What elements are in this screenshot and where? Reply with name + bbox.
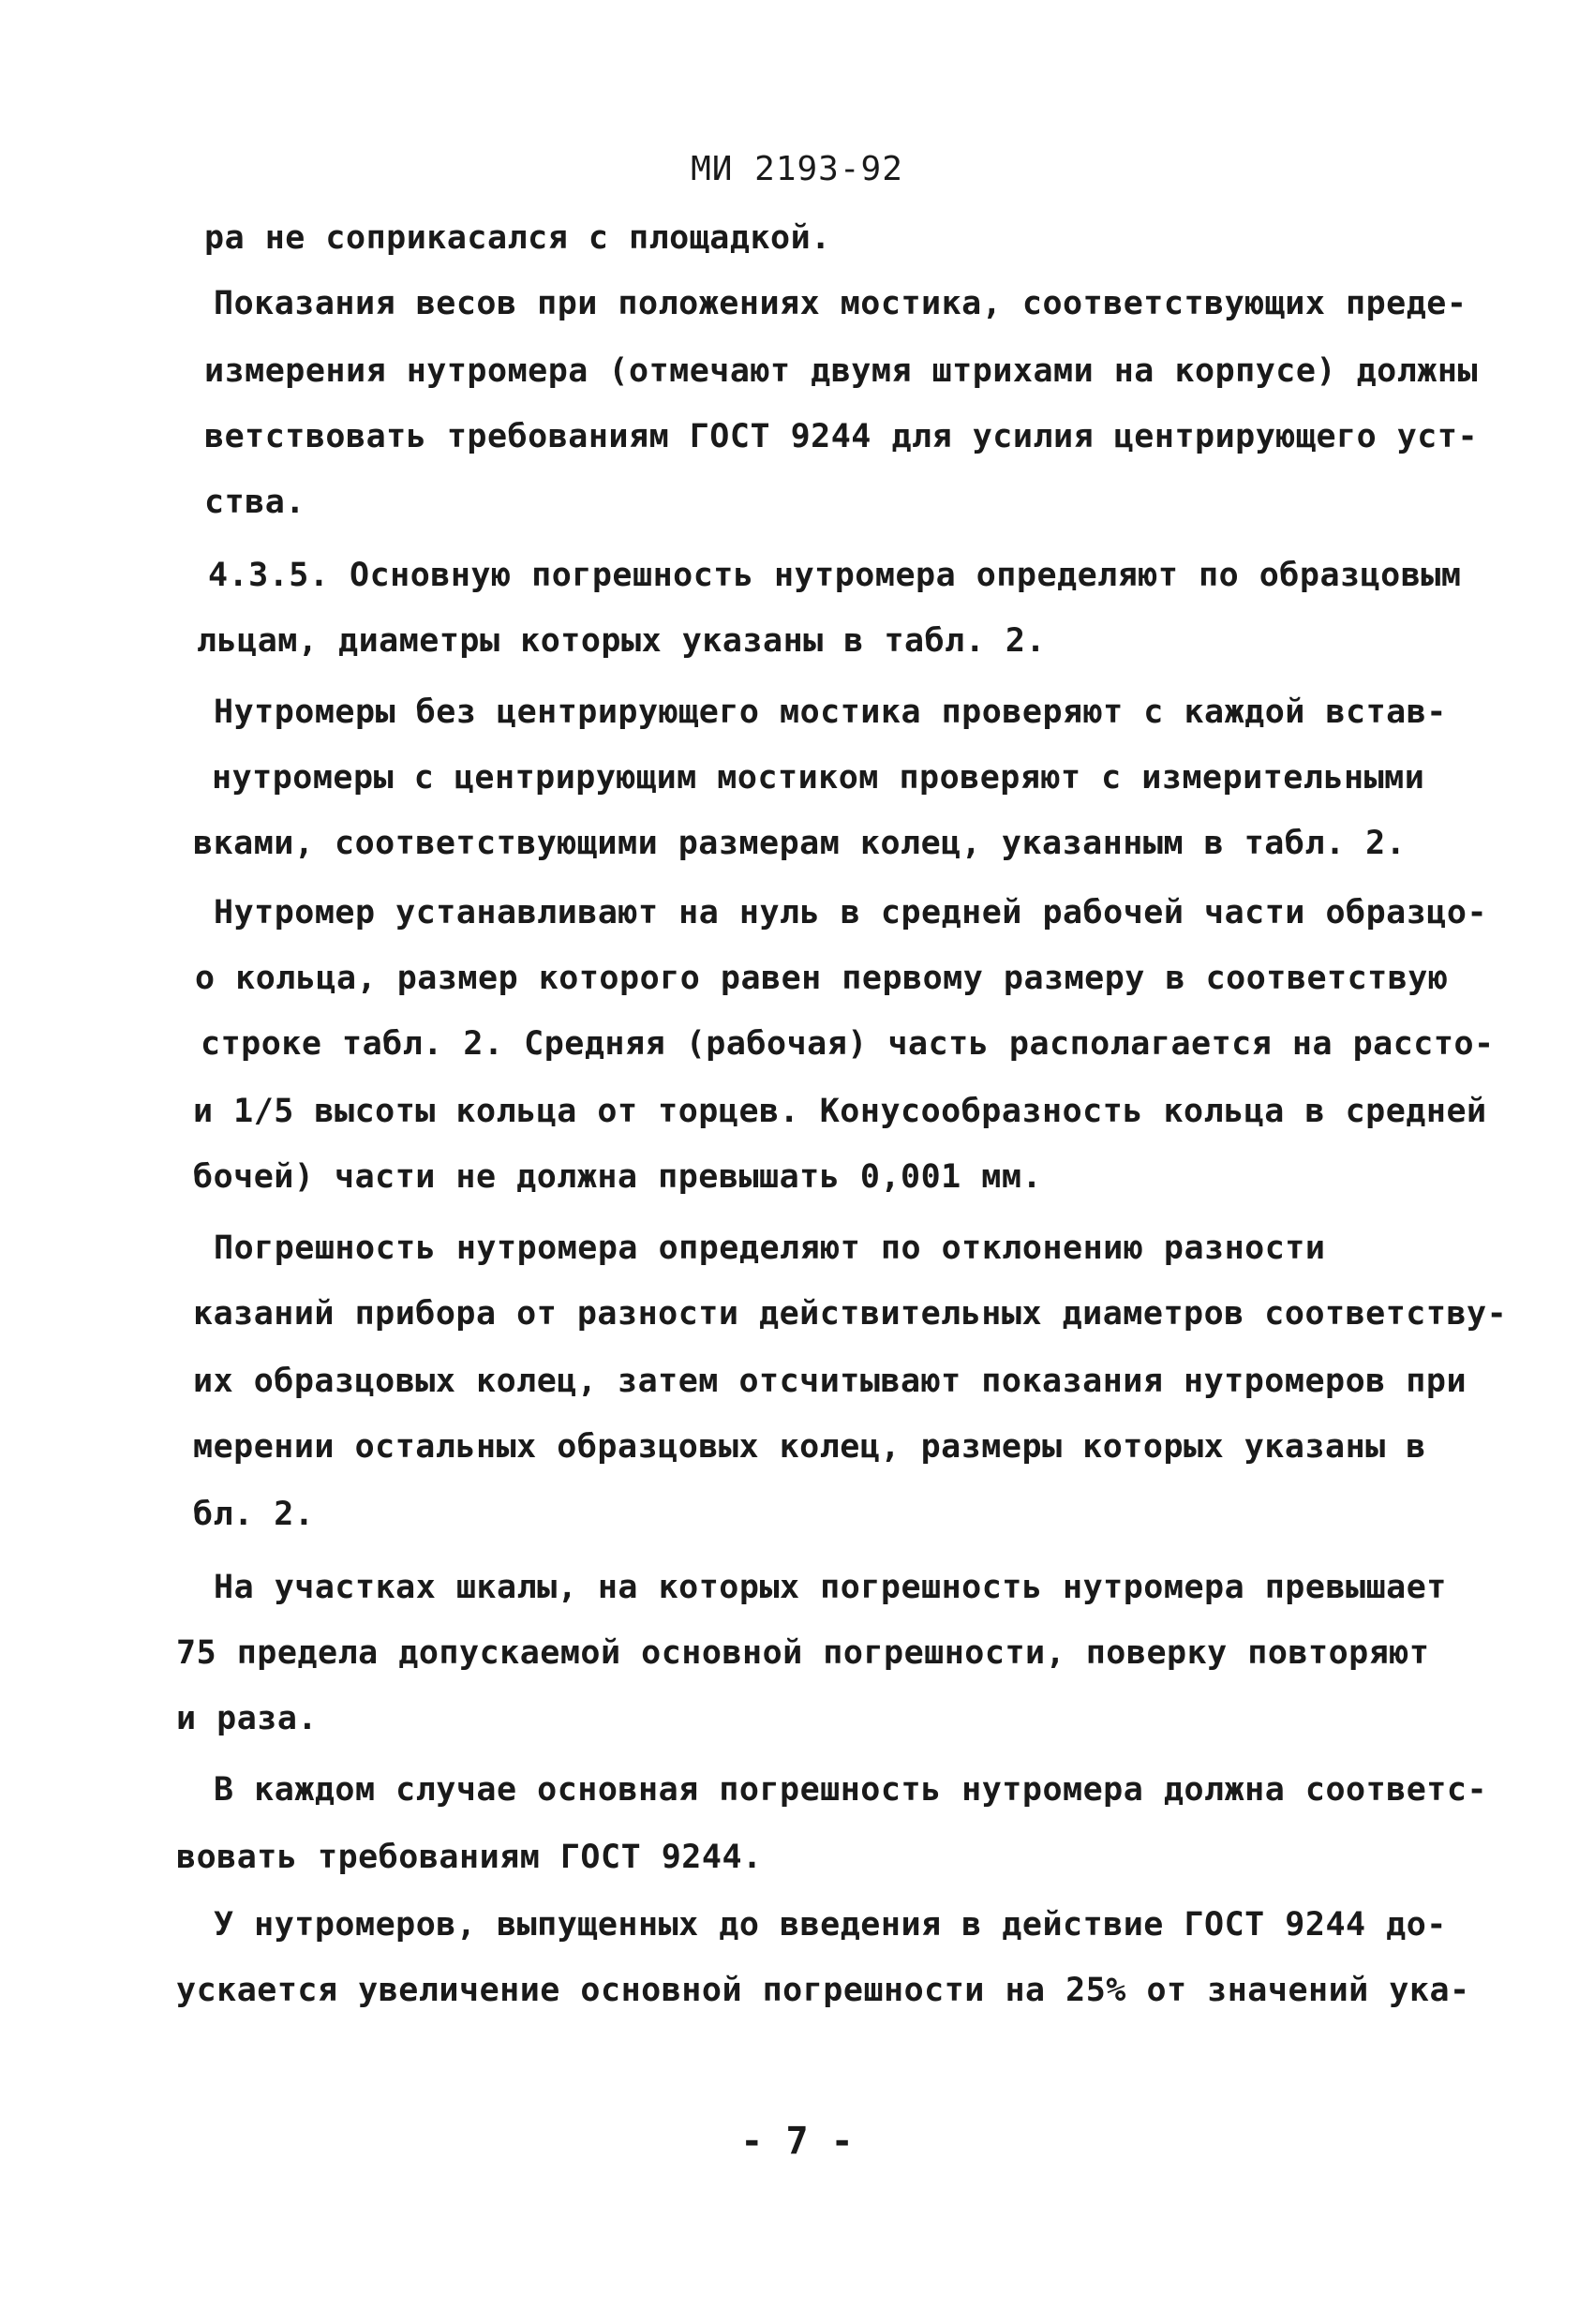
- text-line: казаний прибора от разности действительных диаметров соответству-: [193, 1295, 1508, 1333]
- text-line: ства.: [204, 484, 305, 521]
- text-line: мерении остальных образцовых колец, размеры которых указаны в: [193, 1428, 1426, 1466]
- text-line: В каждом случае основная погрешность нутромера должна соответс-: [214, 1771, 1488, 1809]
- text-line: 4.3.5. Основную погрешность нутромера определяют по образцовым: [208, 557, 1462, 594]
- text-line: Погрешность нутромера определяют по отклонению разности: [214, 1229, 1326, 1267]
- text-line: ра не соприкасался с площадкой.: [204, 219, 831, 257]
- text-line: ветствовать требованиям ГОСТ 9244 для усилия центрирующего уст-: [204, 418, 1479, 455]
- text-line: и 1/5 высоты кольца от торцев. Конусообразность кольца в средней: [193, 1093, 1487, 1130]
- text-line: Нутромер устанавливают на нуль в средней рабочей части образцо-: [214, 894, 1488, 931]
- text-line: ускается увеличение основной погрешности на 25% от значений ука-: [176, 1972, 1470, 2009]
- text-line: вками, соответствующими размерам колец, указанным в табл. 2.: [193, 825, 1407, 862]
- text-line: Показания весов при положениях мостика, соответствующих преде-: [214, 285, 1467, 322]
- text-line: нутромеры с центрирующим мостиком проверяют с измерительными: [212, 759, 1425, 797]
- text-line: льцам, диаметры которых указаны в табл. 2.: [197, 622, 1047, 660]
- text-line: бочей) части не должна превышать 0,001 мм.: [193, 1158, 1043, 1196]
- text-line: вовать требованиям ГОСТ 9244.: [176, 1839, 763, 1876]
- page-number: - 7 -: [740, 2120, 854, 2163]
- text-line: бл. 2.: [193, 1496, 315, 1533]
- text-line: У нутромеров, выпущенных до введения в действие ГОСТ 9244 до-: [214, 1906, 1447, 1944]
- document-code: МИ 2193-92: [691, 150, 903, 188]
- text-line: 75 предела допускаемой основной погрешности, поверку повторяют: [176, 1634, 1430, 1672]
- text-line: их образцовых колец, затем отсчитывают показания нутромеров при: [193, 1363, 1467, 1400]
- text-line: измерения нутромера (отмечают двумя штрихами на корпусе) должны: [204, 352, 1479, 390]
- text-line: о кольца, размер которого равен первому размеру в соответствую: [195, 960, 1449, 997]
- text-line: Нутромеры без центрирующего мостика проверяют с каждой встав-: [214, 693, 1447, 731]
- text-line: строке табл. 2. Средняя (рабочая) часть располагается на рассто-: [201, 1025, 1495, 1063]
- text-line: На участках шкалы, на которых погрешность нутромера превышает: [214, 1569, 1447, 1606]
- text-line: и раза.: [176, 1700, 319, 1737]
